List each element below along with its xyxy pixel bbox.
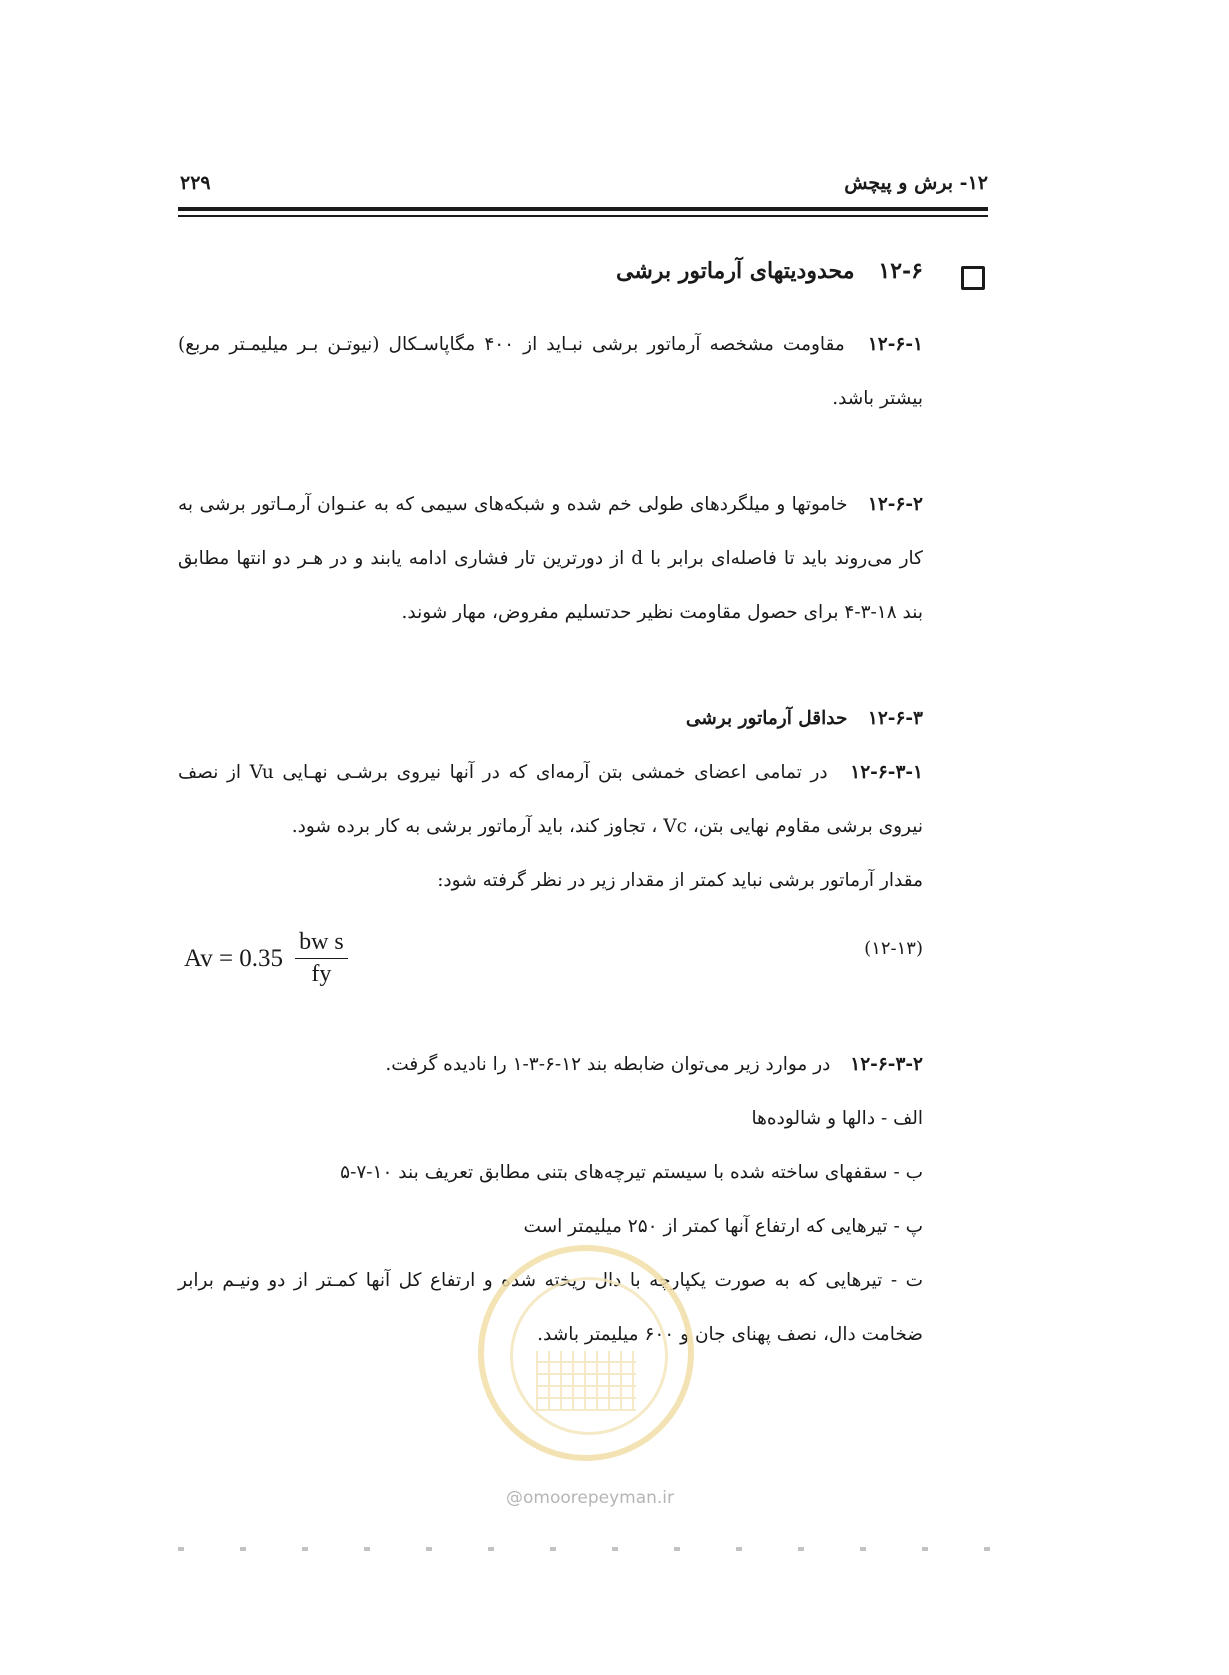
list-item: الف - دالها و شالوده‌ها xyxy=(751,1108,923,1129)
paragraph-number: ۱۲-۶-۳-۱ xyxy=(850,762,923,783)
paragraph-text: در تمامی اعضای خمشی بتن آرمه‌ای که در آنها نیروی برشـی نهـایی Vu از نصف نیروی برشی مقاوم نهایی بتن، Vc ، تجاوز کند، باید آرماتور برشی به کار برده شود. xyxy=(178,762,923,837)
subsection-heading xyxy=(178,692,923,746)
page-number: ۲۲۹ xyxy=(180,172,211,194)
equation-number: (۱۲-۱۳) xyxy=(864,938,923,959)
paragraph-text: مقدار آرماتور برشی نباید کمتر از مقدار زیر در نظر گرفته شود: xyxy=(437,870,923,891)
paragraph-12-6-3-1 xyxy=(178,746,923,854)
paragraph-number: ۱۲-۶-۱ xyxy=(867,334,923,355)
formula-denominator: fy xyxy=(311,961,332,987)
paragraph-text: خاموتها و میلگردهای طولی خم شده و شبکه‌های سیمی که به عنـوان آرمـاتور برشی به کار می‌روند باید تا فاصله‌ای برابر با d از دورترین تار فشاری ادامه یابند و در هـر دو انتها مطابق بند ۱۸-۳-۴ برای حصول مقاومت نظیر حدتسلیم مفروض، مهار شوند. xyxy=(178,494,923,623)
paragraph-12-6-3-1-continued xyxy=(178,854,923,908)
formula xyxy=(184,928,348,989)
watermark-text: @omoorepeyman.ir xyxy=(505,1488,675,1508)
subsection-title: حداقل آرماتور برشی xyxy=(685,708,848,729)
subsection-number: ۱۲-۶-۳ xyxy=(867,708,923,729)
chapter-title: ۱۲- برش و پیچش xyxy=(844,172,988,194)
section-heading xyxy=(178,258,923,300)
checkbox-square-icon xyxy=(961,266,985,290)
header-rule-thick xyxy=(178,207,988,211)
paragraph-12-6-3-2 xyxy=(178,1038,923,1092)
paragraph-12-6-2 xyxy=(178,478,923,640)
watermark-seal xyxy=(478,1245,694,1461)
list-item: ب - سقفهای ساخته شده با سیستم تیرچه‌های بتنی مطابق تعریف بند ۱۰-۷-۵ xyxy=(340,1162,923,1183)
paragraph-number: ۱۲-۶-۳-۲ xyxy=(850,1054,923,1075)
list-item: ت - تیرهایی که به صورت یکپارچه با دال ریخته شده و ارتفاع کل آنها کمـتر از دو ونیـم برابر ضخامت دال، نصف پهنای جان و ۶۰۰ میلیمتر باشد. xyxy=(178,1270,923,1345)
scan-artifacts xyxy=(178,1547,1028,1551)
formula-row xyxy=(178,914,923,994)
section-number: ۱۲-۶ xyxy=(878,258,923,284)
page-header xyxy=(178,168,988,204)
section-title: محدودیتهای آرماتور برشی xyxy=(616,258,855,284)
paragraph-number: ۱۲-۶-۲ xyxy=(867,494,923,515)
paragraph-text: مقاومت مشخصه آرماتور برشی نبـاید از ۴۰۰ مگاپاسـکال (نیوتـن بـر میلیمـتر مربع) بیشتر باشد. xyxy=(178,334,923,409)
formula-lhs: Av = 0.35 xyxy=(184,944,284,972)
header-rule-thin xyxy=(178,215,988,217)
formula-fraction xyxy=(295,928,348,989)
paragraph-12-6-1 xyxy=(178,318,923,426)
formula-numerator: bw s xyxy=(295,928,348,959)
list-item: پ - تیرهایی که ارتفاع آنها کمتر از ۲۵۰ میلیمتر است xyxy=(523,1216,923,1237)
page-content xyxy=(178,258,923,1362)
paragraph-text: در موارد زیر می‌توان ضابطه بند ۱۲-۶-۳-۱ را نادیده گرفت. xyxy=(385,1054,831,1075)
